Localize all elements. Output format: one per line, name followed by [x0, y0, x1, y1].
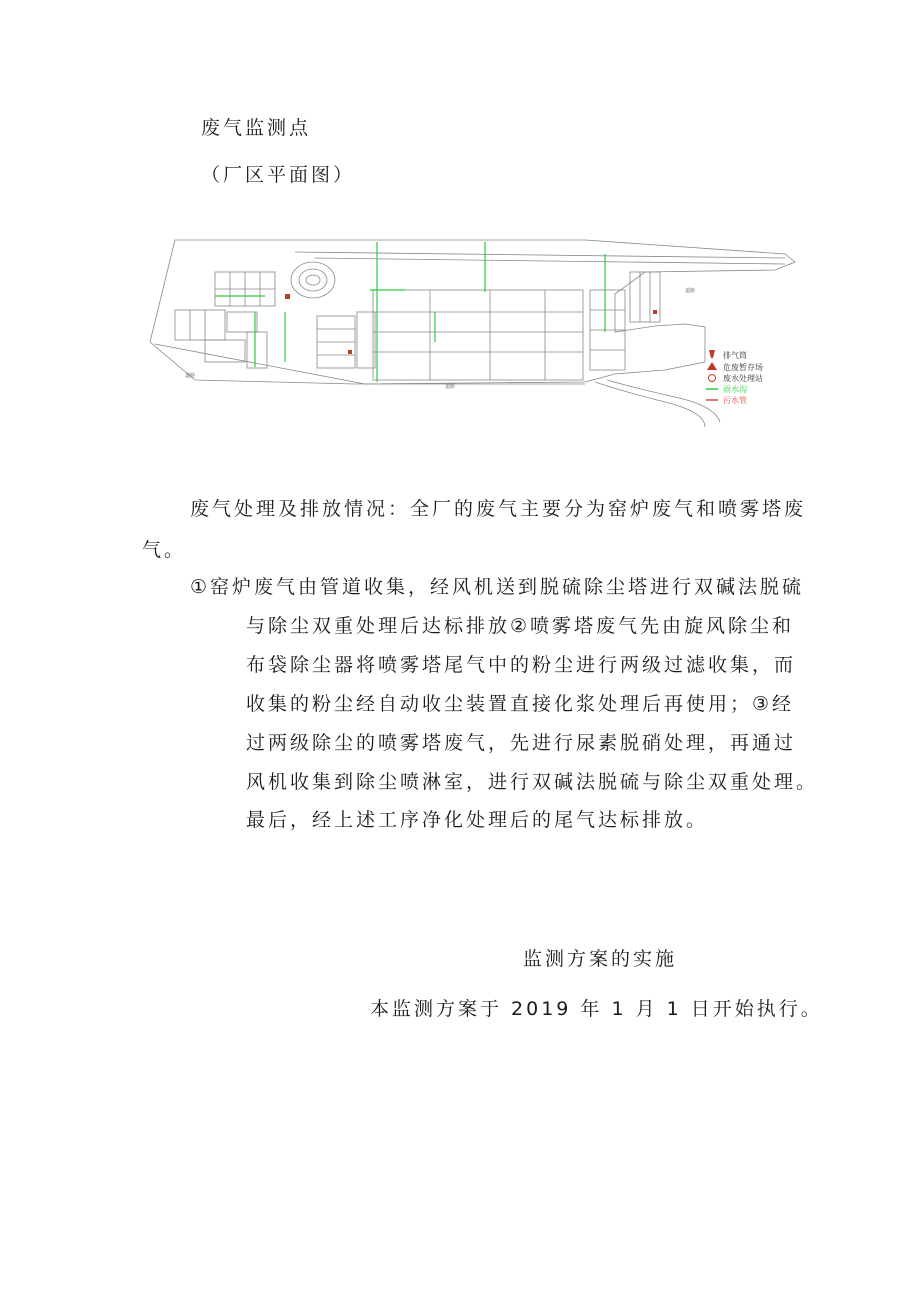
- intro-paragraph-line-2: 气。: [142, 539, 187, 561]
- page-heading: 废气监测点: [201, 117, 312, 139]
- hazard-storage-icon: [707, 362, 717, 370]
- plant-site-plan: [145, 232, 805, 432]
- legend-hazard-storage: [707, 362, 763, 372]
- treatment-list-line-7: 最后，经上述工序净化处理后的尾气达标排放。: [246, 809, 709, 831]
- svg-text:雨水沟: 雨水沟: [723, 385, 747, 394]
- road-label-3: 道路: [685, 288, 696, 294]
- legend-sewage-pipe: [706, 395, 747, 405]
- section-text: 本监测方案于 2019 年 1 月 1 日开始执行。: [370, 998, 823, 1020]
- svg-text:废水处理站: 废水处理站: [723, 374, 763, 383]
- factory-hall: [373, 290, 583, 380]
- treatment-list-line-1: ①窑炉废气由管道收集，经风机送到脱硫除尘塔进行双碱法脱硫: [190, 576, 805, 598]
- legend-wastewater-station: [709, 373, 764, 383]
- treatment-list-line-2: 与除尘双重处理后达标排放②喷雾塔废气先由旋风除尘和: [246, 615, 795, 637]
- river: [595, 382, 705, 427]
- map-caption: （厂区平面图）: [201, 164, 356, 186]
- hill-feature: [291, 262, 335, 298]
- top-road: [295, 252, 785, 258]
- svg-text:污水管: 污水管: [723, 396, 747, 405]
- chimney-icon: [709, 350, 715, 358]
- road-label-2: 道路: [445, 384, 456, 390]
- treatment-list-line-6: 风机收集到除尘喷淋室，进行双碱法脱硫与除尘双重处理。: [246, 771, 819, 793]
- legend-rain-ditch: [706, 384, 747, 394]
- wastewater-station-icon: [709, 375, 716, 382]
- svg-text:排气筒: 排气筒: [723, 351, 747, 360]
- section-title: 监测方案的实施: [523, 948, 678, 970]
- legend-chimney: [709, 350, 747, 360]
- treatment-list-line-4: 收集的粉尘经自动收尘装置直接化浆处理后再使用；③经: [246, 693, 795, 715]
- treatment-list-line-3: 布袋除尘器将喷雾塔尾气中的粉尘进行两级过滤收集，而: [246, 654, 797, 676]
- discharge-markers: [285, 294, 657, 354]
- svg-text:危废暂存场: 危废暂存场: [723, 363, 763, 372]
- intro-paragraph-line-1: 废气处理及排放情况：全厂的废气主要分为窑炉废气和喷雾塔废: [190, 498, 807, 520]
- road-label-1: 道路: [185, 373, 196, 379]
- map-legend: [706, 350, 763, 405]
- treatment-list-line-5: 过两级除尘的喷雾塔废气，先进行尿素脱硝处理，再通过: [246, 732, 797, 754]
